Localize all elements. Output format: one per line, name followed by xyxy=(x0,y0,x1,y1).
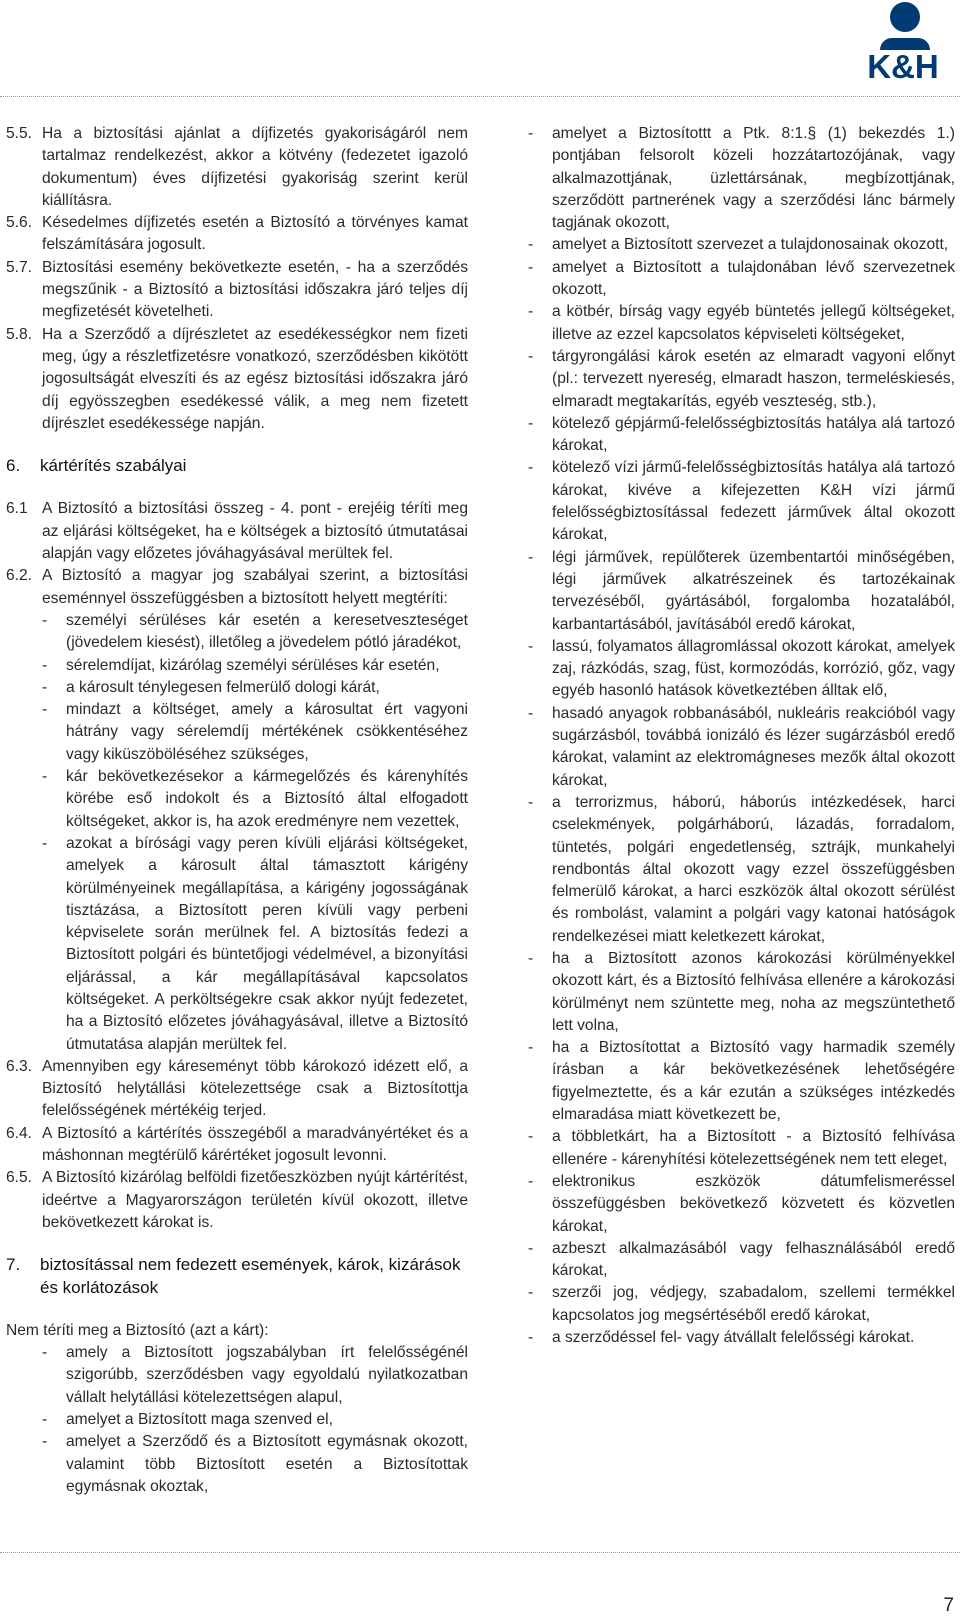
dash-bullet: - xyxy=(528,1039,534,1057)
dash-bullet: - xyxy=(42,768,48,786)
paragraph-text: A Biztosító a biztosítási összeg - 4. pont - erejéig téríti meg az eljárási költségeket, ha e költségek a biztosító útmutatásai alapján vagy előzetes jóváhagyásával merültek fel. xyxy=(42,500,468,563)
dash-bullet: - xyxy=(528,236,534,254)
list-item xyxy=(42,1409,468,1431)
list-item xyxy=(528,703,955,792)
left-column xyxy=(6,123,468,1498)
list-item-text: amelyet a Biztosított maga szenved el, xyxy=(66,1411,333,1429)
list-7 xyxy=(6,1342,468,1498)
list-item xyxy=(528,636,955,703)
paragraph-number: 6.4. xyxy=(6,1124,33,1142)
paragraph-number: 5.8. xyxy=(6,325,33,343)
list-item xyxy=(42,833,468,1056)
dash-bullet: - xyxy=(528,949,534,967)
paragraph-5-8 xyxy=(6,324,468,435)
dash-bullet: - xyxy=(528,258,534,276)
page-number: 7 xyxy=(943,1595,954,1616)
dash-bullet: - xyxy=(42,611,48,629)
list-item-text: ha a Biztosítottat a Biztosító vagy harmadik személy írásban a kár bekövetkezésének lehetőségére figyelmeztette, és a kár ezután a szükséges intézkedés elmaradása miatt következett be, xyxy=(552,1039,955,1124)
list-item-text: mindazt a költséget, amely a károsultat ért vagyoni hátrány vagy sérelemdíj mértékének csökkentéséhez vagy kiküszöböléséhez szükséges, xyxy=(66,701,468,763)
paragraph-text: A Biztosító a kártérítés összegéből a maradványértéket és a máshonnan megtérülő kárértéket jogosult levonni. xyxy=(42,1124,468,1165)
list-item-text: a szerződéssel fel- vagy átvállalt felelősségi károkat. xyxy=(552,1329,915,1347)
paragraph-number: 5.5. xyxy=(6,125,33,142)
list-item-text: ha a Biztosított azonos károkozási körülményekkel okozott kárt, és a Biztosító felhívása ellenére a károkozási körülményt nem szüntette meg, noha az megszüntethető lett volna, xyxy=(552,949,955,1034)
dash-bullet: - xyxy=(528,303,534,321)
list-item xyxy=(528,123,955,234)
list-item xyxy=(528,1126,955,1171)
dash-bullet: - xyxy=(42,1411,48,1429)
list-item xyxy=(42,699,468,766)
section-number: 7. xyxy=(6,1255,21,1275)
list-item-text: a károsult ténylegesen felmerülő dologi kárát, xyxy=(66,678,380,696)
dash-bullet: - xyxy=(528,637,534,655)
dash-bullet: - xyxy=(528,793,534,811)
list-item xyxy=(42,677,468,699)
dash-bullet: - xyxy=(528,414,534,432)
dash-bullet: - xyxy=(528,459,534,477)
dash-bullet: - xyxy=(42,1344,48,1362)
list-item xyxy=(42,1431,468,1498)
footer-divider xyxy=(0,1552,960,1553)
paragraph-text: Amennyiben egy káreseményt több károkozó idézett elő, a Biztosító helytállási kötelezettsége csak a Biztosítottja felelősségének mértékéig terjed. xyxy=(42,1057,468,1120)
list-item xyxy=(528,1282,955,1327)
dash-bullet: - xyxy=(528,704,534,722)
dash-bullet: - xyxy=(528,548,534,566)
dash-bullet: - xyxy=(42,678,48,696)
list-item xyxy=(528,547,955,636)
dash-bullet: - xyxy=(528,347,534,365)
list-item xyxy=(528,948,955,1037)
list-item-text: azbeszt alkalmazásából vagy felhasználásából eredő károkat, xyxy=(552,1239,955,1280)
dash-bullet: - xyxy=(528,1128,534,1146)
list-item-text: amelyet a Biztosított szervezet a tulajdonosainak okozott, xyxy=(552,236,949,254)
list-6-2 xyxy=(6,610,468,1056)
paragraph-5-6 xyxy=(6,212,468,257)
paragraph-number: 6.3. xyxy=(6,1057,33,1075)
section-7-intro: Nem téríti meg a Biztosító (azt a kárt): xyxy=(6,1321,269,1339)
list-item-text: sérelemdíjat, kizárólag személyi sérüléses kár esetén, xyxy=(66,656,440,674)
section-heading-7 xyxy=(6,1254,468,1299)
header-divider xyxy=(0,96,960,97)
list-item-text: a terrorizmus, háború, háborús intézkedések, harci cselekmények, polgárháború, lázadás, forradalom, tüntetés, polgári engedetlenség, sztrájk, munkahelyi rendbontás által okozott vagy ezzel összefüggésben felmerülő károkat, a harci eszközök által okozott sérülést és rombolást, valamint a polgári vagy katonai hatóságok rendelkezései miatt keletkezett károkat, xyxy=(552,793,955,945)
right-column xyxy=(528,123,955,1349)
paragraph-6-1 xyxy=(6,498,468,565)
list-item xyxy=(528,346,955,413)
list-item xyxy=(42,1342,468,1409)
kh-logo-mark-icon xyxy=(880,2,928,50)
list-item xyxy=(42,655,468,677)
dash-bullet: - xyxy=(528,1172,534,1190)
section-title: kártérítés szabályai xyxy=(40,456,187,476)
list-item-text: légi járművek, repülőterek üzembentartói minőségében, légi járművek alkatrészeinek és tartozékainak tervezéséből, gyártásából, forgalomba hozatalából, karbantartásából, javításából eredő károkat, xyxy=(552,548,955,633)
list-item-text: kár bekövetkezésekor a kármegelőzés és kárenyhítés körébe eső indokolt és a Biztosító által elfogadott költségeket, akkor is, ha azok eredményre nem vezettek, xyxy=(66,768,468,830)
paragraph-6-3 xyxy=(6,1056,468,1123)
list-item-text: elektronikus eszközök dátumfelismeréssel összefüggésben bekövetkező közvetett és közvetlen károkat, xyxy=(552,1172,955,1235)
dash-bullet: - xyxy=(528,1239,534,1257)
dash-bullet: - xyxy=(42,1433,48,1451)
list-item xyxy=(528,457,955,546)
paragraph-text: Ha a biztosítási ajánlat a díjfizetés gyakoriságáról nem tartalmaz rendelkezést, akkor a kötvény (fedezetet igazoló dokumentum) éves díjfizetési gyakoriság szerint kerül kiállításra. xyxy=(42,125,468,209)
list-item xyxy=(528,234,955,256)
paragraph-number: 6.2. xyxy=(6,567,33,585)
paragraph-6-5 xyxy=(6,1167,468,1234)
paragraph-text: Biztosítási esemény bekövetkezte esetén, - ha a szerződés megszűnik - a Biztosító a biztosítási időszakra járó teljes díj megfizetését követelheti. xyxy=(42,258,468,321)
list-item-text: lassú, folyamatos állagromlással okozott károkat, amelyek zaj, rázkódás, szag, füst, kormozódás, korrózió, gőz, vagy egyéb hasonló hatások következtében álltak elő, xyxy=(552,637,955,700)
list-item-text: tárgyrongálási károk esetén az elmaradt vagyoni előnyt (pl.: tervezett nyereség, elmaradt haszon, termeléskiesés, elmaradt megtakarítás, egyéb veszteség, stb.), xyxy=(552,347,955,410)
list-item xyxy=(528,1327,955,1349)
kh-logo xyxy=(850,2,956,86)
dash-bullet: - xyxy=(42,701,48,719)
list-item-text: hasadó anyagok robbanásából, nukleáris reakcióból vagy sugárzásból, továbbá ionizáló és lézer sugárzásból eredő károkat, valamint az elektromágneses mezők által okozott károkat, xyxy=(552,704,955,789)
list-item-text: a kötbér, bírság vagy egyéb büntetés jellegű költségeket, illetve az ezzel kapcsolatos képviseleti költségeket, xyxy=(552,303,955,343)
list-item xyxy=(528,792,955,948)
list-item xyxy=(528,301,955,346)
paragraph-text: Késedelmes díjfizetés esetén a Biztosító a törvényes kamat felszámítására jogosult. xyxy=(42,214,468,254)
dash-bullet: - xyxy=(528,125,534,142)
paragraph-number: 6.1 xyxy=(6,500,28,518)
dash-bullet: - xyxy=(528,1329,534,1347)
list-item xyxy=(42,766,468,833)
logo-text: K&H xyxy=(867,48,939,85)
list-item xyxy=(528,1238,955,1283)
list-item xyxy=(528,413,955,458)
list-item xyxy=(528,1171,955,1238)
paragraph-number: 5.7. xyxy=(6,258,33,276)
section-title: biztosítással nem fedezett események, károk, kizárások és korlátozások xyxy=(40,1255,461,1297)
list-item-text: személyi sérüléses kár esetén a keresetveszteséget (jövedelem kiesést), illetőleg a jövedelem pótló járadékot, xyxy=(66,611,468,652)
list-item-text: kötelező gépjármű-felelősségbiztosítás hatálya alá tartozó károkat, xyxy=(552,414,955,455)
list-item-text: amelyet a Biztosított a tulajdonában lévő szervezetnek okozott, xyxy=(552,258,955,299)
dash-bullet: - xyxy=(42,656,48,674)
list-item-text: szerzői jog, védjegy, szabadalom, szellemi termékkel kapcsolatos jog megsértéséből eredő károkat, xyxy=(552,1284,955,1324)
paragraph-text: Ha a Szerződő a díjrészletet az esedékességkor nem fizeti meg, úgy a részletfizetésre vonatkozó, szerződésben kikötött jogosultságát elveszíti és az egész biztosítási időszakra járó díj egyösszegben esedékessé válik, a meg nem fizetett díjrészlet esedékessége napján. xyxy=(42,325,468,432)
exclusions-list xyxy=(528,123,955,1349)
list-item-text: amelyet a Szerződő és a Biztosított egymásnak okozott, valamint több Biztosított esetén a Biztosítottak egymásnak okoztak, xyxy=(66,1433,468,1495)
paragraph-number: 6.5. xyxy=(6,1169,33,1187)
dash-bullet: - xyxy=(42,834,48,852)
paragraph-5-5 xyxy=(6,123,468,212)
list-item xyxy=(528,1037,955,1126)
paragraph-6-4 xyxy=(6,1123,468,1168)
list-item-text: amely a Biztosított jogszabályban írt felelősségénél szigorúbb, szerződésben vagy egyoldalú nyilatkozatban vállalt helytállási kötelezettségen alapul, xyxy=(66,1344,468,1406)
list-item-text: azokat a bírósági vagy peren kívüli eljárási költségeket, amelyek a károsult által támasztott kárigény körülményeinek megállapítása, a kárigény jogosságának tisztázása, a Biztosított peren kívüli vagy perbeni képviselete során merülnek fel. A biztosítás fedezi a Biztosított polgári és büntetőjogi védelmével, a bizonyítási eljárással, a kár megállapításával kapcsolatos költségeket. A perköltségekre csak akkor nyújt fedezetet, ha a Biztosító előzetes jóváhagyásával, illetve a Biztosító útmutatása alapján merültek fel. xyxy=(66,834,468,1053)
section-heading-6 xyxy=(6,455,468,477)
list-item-text: a többletkárt, ha a Biztosított - a Biztosító felhívása ellenére - kárenyhítési kötelezettségének nem tett eleget, xyxy=(552,1128,955,1168)
list-item-text: kötelező vízi jármű-felelősségbiztosítás hatálya alá tartozó károkat, kivéve a kifejezetten K&H vízi jármű felelősségbiztosítással fedezett járművek által okozott károkat, xyxy=(552,459,955,544)
list-item xyxy=(42,610,468,655)
paragraph-text: A Biztosító kizárólag belföldi fizetőeszközben nyújt kártérítést, ideértve a Magyarországon területén kívül okozott, illetve bekövetkezett károkat is. xyxy=(42,1169,468,1231)
list-item-text: amelyet a Biztosítottt a Ptk. 8:1.§ (1) bekezdés 1.) pontjában felsorolt közeli hozzátartozójának, vagy alkalmazottjának, üzlettársának, megbízottjának, szerződött partnerének vagy a szerződési lánc bármely tagjának okozott, xyxy=(552,125,955,232)
dash-bullet: - xyxy=(528,1284,534,1302)
paragraph-number: 5.6. xyxy=(6,214,33,232)
paragraph-text: A Biztosító a magyar jog szabályai szerint, a biztosítási eseménnyel összefüggésben a biztosított helyett megtéríti: xyxy=(42,567,468,607)
paragraph-5-7 xyxy=(6,257,468,324)
list-item xyxy=(528,257,955,302)
section-number: 6. xyxy=(6,456,21,476)
paragraph-6-2 xyxy=(6,565,468,610)
